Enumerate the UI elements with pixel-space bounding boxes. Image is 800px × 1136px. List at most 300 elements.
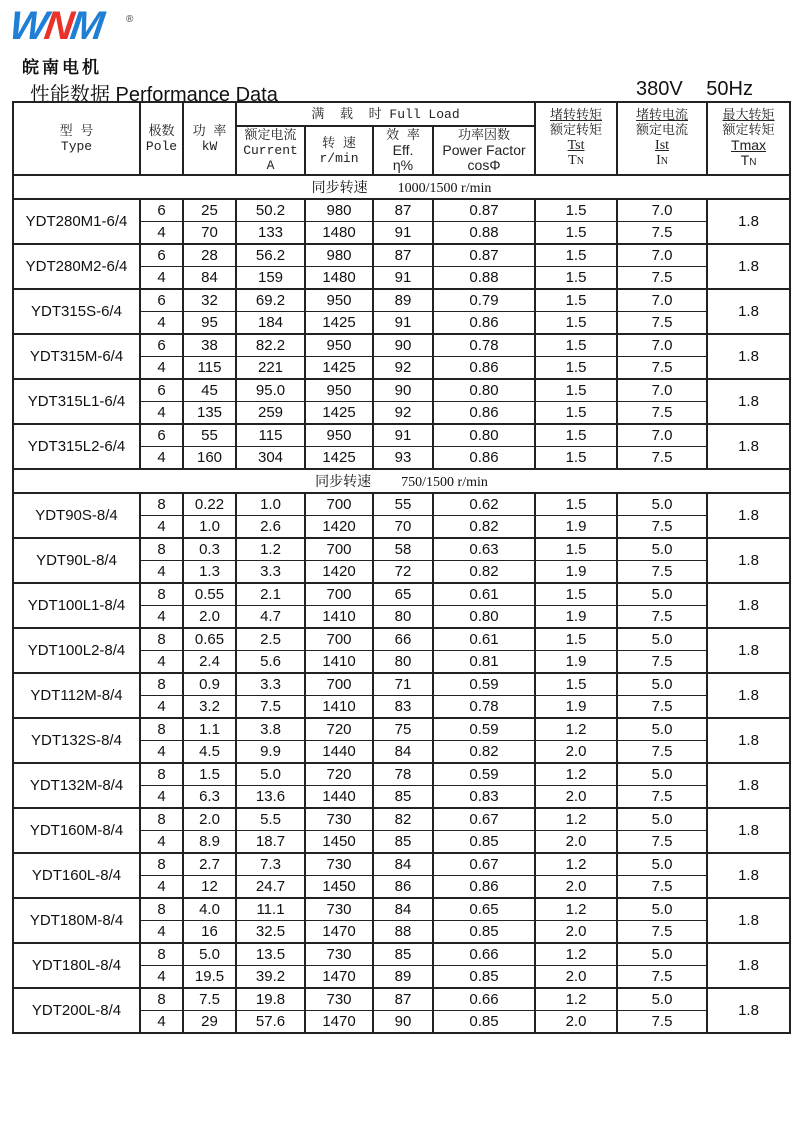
section-header-row — [13, 175, 790, 199]
header-locked-rotor-current: 堵转电流 额定电流 Ist IN — [617, 102, 707, 175]
cell-kw: 4.5 — [183, 741, 236, 764]
cell-pole: 8 — [140, 988, 183, 1011]
cell-pf: 0.81 — [433, 651, 535, 674]
logo-letter-w: W — [6, 4, 48, 48]
cell-type: YDT160M-8/4 — [13, 808, 140, 853]
cell-tmax: 1.8 — [707, 673, 790, 718]
voltage-label: 380V — [636, 78, 683, 100]
cell-speed: 730 — [305, 853, 373, 876]
cell-current: 304 — [236, 447, 305, 470]
cell-tst: 1.2 — [535, 943, 617, 966]
cell-tst: 2.0 — [535, 786, 617, 809]
cell-pole: 6 — [140, 289, 183, 312]
cell-tmax: 1.8 — [707, 379, 790, 424]
cell-ist: 5.0 — [617, 583, 707, 606]
cell-ist: 7.5 — [617, 1011, 707, 1034]
table-header — [13, 102, 790, 175]
cell-kw: 2.0 — [183, 808, 236, 831]
cell-current: 56.2 — [236, 244, 305, 267]
cell-tst: 1.5 — [535, 583, 617, 606]
header-current: 额定电流 Current A — [236, 126, 305, 175]
cell-current: 2.6 — [236, 516, 305, 539]
cell-eff: 72 — [373, 561, 433, 584]
cell-eff: 91 — [373, 312, 433, 335]
cell-speed: 730 — [305, 808, 373, 831]
table-row — [13, 334, 790, 357]
cell-pole: 6 — [140, 334, 183, 357]
cell-tst: 1.5 — [535, 402, 617, 425]
cell-eff: 80 — [373, 606, 433, 629]
cell-current: 13.6 — [236, 786, 305, 809]
cell-speed: 700 — [305, 583, 373, 606]
cell-pf: 0.86 — [433, 312, 535, 335]
cell-tmax: 1.8 — [707, 808, 790, 853]
cell-pf: 0.61 — [433, 583, 535, 606]
cell-ist: 7.5 — [617, 696, 707, 719]
cell-tst: 1.9 — [535, 696, 617, 719]
cell-eff: 91 — [373, 267, 433, 290]
cell-eff: 90 — [373, 334, 433, 357]
cell-kw: 95 — [183, 312, 236, 335]
cell-tst: 1.5 — [535, 424, 617, 447]
cell-tst: 1.2 — [535, 853, 617, 876]
cell-pf: 0.59 — [433, 763, 535, 786]
header-locked-rotor-torque: 堵转转矩 额定转矩 Tst TN — [535, 102, 617, 175]
cell-ist: 7.5 — [617, 786, 707, 809]
cell-speed: 1450 — [305, 876, 373, 899]
cell-current: 7.5 — [236, 696, 305, 719]
cell-pf: 0.78 — [433, 334, 535, 357]
table-body — [13, 175, 790, 1033]
cell-current: 3.3 — [236, 673, 305, 696]
cell-eff: 89 — [373, 966, 433, 989]
cell-pf: 0.59 — [433, 718, 535, 741]
cell-type: YDT100L1-8/4 — [13, 583, 140, 628]
cell-kw: 38 — [183, 334, 236, 357]
registered-trademark-icon: ® — [126, 14, 134, 25]
cell-current: 39.2 — [236, 966, 305, 989]
cell-current: 69.2 — [236, 289, 305, 312]
cell-type: YDT132M-8/4 — [13, 763, 140, 808]
cell-eff: 93 — [373, 447, 433, 470]
cell-tst: 1.2 — [535, 763, 617, 786]
cell-current: 3.3 — [236, 561, 305, 584]
cell-type: YDT315L1-6/4 — [13, 379, 140, 424]
cell-ist: 7.0 — [617, 334, 707, 357]
cell-eff: 90 — [373, 379, 433, 402]
cell-type: YDT280M2-6/4 — [13, 244, 140, 289]
cell-eff: 89 — [373, 289, 433, 312]
cell-current: 9.9 — [236, 741, 305, 764]
table-row — [13, 718, 790, 741]
cell-ist: 7.5 — [617, 267, 707, 290]
cell-current: 2.5 — [236, 628, 305, 651]
cell-current: 2.1 — [236, 583, 305, 606]
cell-eff: 71 — [373, 673, 433, 696]
cell-tst: 1.2 — [535, 898, 617, 921]
table-row — [13, 898, 790, 921]
cell-speed: 1450 — [305, 831, 373, 854]
cell-speed: 720 — [305, 763, 373, 786]
cell-current: 184 — [236, 312, 305, 335]
cell-kw: 12 — [183, 876, 236, 899]
cell-eff: 84 — [373, 741, 433, 764]
cell-speed: 1480 — [305, 222, 373, 245]
logo-letter-m: M — [67, 4, 105, 48]
section-header-row — [13, 469, 790, 493]
cell-kw: 84 — [183, 267, 236, 290]
cell-current: 1.0 — [236, 493, 305, 516]
cell-pf: 0.86 — [433, 357, 535, 380]
cell-current: 5.5 — [236, 808, 305, 831]
cell-ist: 7.0 — [617, 379, 707, 402]
cell-pf: 0.61 — [433, 628, 535, 651]
cell-kw: 5.0 — [183, 943, 236, 966]
cell-tmax: 1.8 — [707, 334, 790, 379]
cell-current: 32.5 — [236, 921, 305, 944]
cell-pole: 4 — [140, 267, 183, 290]
cell-tst: 1.9 — [535, 516, 617, 539]
cell-tst: 1.5 — [535, 493, 617, 516]
cell-eff: 78 — [373, 763, 433, 786]
cell-ist: 7.5 — [617, 516, 707, 539]
cell-eff: 55 — [373, 493, 433, 516]
cell-ist: 7.0 — [617, 424, 707, 447]
cell-eff: 85 — [373, 943, 433, 966]
cell-pf: 0.80 — [433, 379, 535, 402]
cell-pole: 4 — [140, 921, 183, 944]
header-pole: 极数 Pole — [140, 102, 183, 175]
table-row — [13, 943, 790, 966]
table-row — [13, 493, 790, 516]
cell-ist: 5.0 — [617, 943, 707, 966]
cell-tst: 1.2 — [535, 808, 617, 831]
cell-pf: 0.88 — [433, 267, 535, 290]
cell-tst: 2.0 — [535, 741, 617, 764]
header-power: 功 率 kW — [183, 102, 236, 175]
cell-speed: 1410 — [305, 606, 373, 629]
cell-pole: 4 — [140, 831, 183, 854]
cell-pole: 6 — [140, 379, 183, 402]
cell-pole: 8 — [140, 493, 183, 516]
cell-tst: 2.0 — [535, 831, 617, 854]
cell-pf: 0.62 — [433, 493, 535, 516]
sync-speed-cn: 同步转速 — [315, 475, 372, 490]
cell-tst: 1.5 — [535, 357, 617, 380]
cell-tst: 1.5 — [535, 222, 617, 245]
cell-ist: 7.0 — [617, 199, 707, 222]
cell-ist: 7.0 — [617, 244, 707, 267]
header-power-factor: 功率因数 Power Factor cosΦ — [433, 126, 535, 175]
cell-pf: 0.80 — [433, 606, 535, 629]
cell-ist: 7.5 — [617, 831, 707, 854]
table-row — [13, 289, 790, 312]
cell-tst: 1.5 — [535, 673, 617, 696]
cell-tmax: 1.8 — [707, 943, 790, 988]
cell-speed: 1410 — [305, 696, 373, 719]
cell-tmax: 1.8 — [707, 583, 790, 628]
table-row — [13, 538, 790, 561]
cell-type: YDT315S-6/4 — [13, 289, 140, 334]
cell-kw: 0.22 — [183, 493, 236, 516]
cell-current: 159 — [236, 267, 305, 290]
cell-kw: 1.0 — [183, 516, 236, 539]
logo-wordmark — [7, 6, 104, 46]
cell-kw: 16 — [183, 921, 236, 944]
cell-pf: 0.83 — [433, 786, 535, 809]
cell-current: 4.7 — [236, 606, 305, 629]
cell-pf: 0.85 — [433, 966, 535, 989]
header-type: 型 号 Type — [13, 102, 140, 175]
sync-speed-value: 750/1500 r/min — [401, 475, 488, 490]
cell-kw: 4.0 — [183, 898, 236, 921]
company-name-cn: 皖南电机 — [22, 58, 102, 78]
cell-current: 24.7 — [236, 876, 305, 899]
cell-pole: 8 — [140, 583, 183, 606]
cell-ist: 5.0 — [617, 628, 707, 651]
cell-speed: 1410 — [305, 651, 373, 674]
cell-pole: 8 — [140, 808, 183, 831]
cell-tmax: 1.8 — [707, 289, 790, 334]
cell-pf: 0.85 — [433, 921, 535, 944]
cell-current: 82.2 — [236, 334, 305, 357]
cell-kw: 2.4 — [183, 651, 236, 674]
cell-eff: 87 — [373, 988, 433, 1011]
cell-speed: 720 — [305, 718, 373, 741]
cell-ist: 7.5 — [617, 357, 707, 380]
cell-speed: 730 — [305, 988, 373, 1011]
cell-current: 1.2 — [236, 538, 305, 561]
cell-tst: 1.9 — [535, 561, 617, 584]
cell-type: YDT180L-8/4 — [13, 943, 140, 988]
cell-current: 259 — [236, 402, 305, 425]
cell-eff: 91 — [373, 424, 433, 447]
cell-pole: 4 — [140, 402, 183, 425]
table-row — [13, 628, 790, 651]
cell-current: 18.7 — [236, 831, 305, 854]
cell-kw: 0.3 — [183, 538, 236, 561]
cell-pole: 4 — [140, 516, 183, 539]
cell-kw: 0.55 — [183, 583, 236, 606]
cell-pole: 4 — [140, 312, 183, 335]
cell-pf: 0.88 — [433, 222, 535, 245]
table-row — [13, 583, 790, 606]
cell-tst: 1.5 — [535, 538, 617, 561]
cell-eff: 58 — [373, 538, 433, 561]
cell-ist: 5.0 — [617, 763, 707, 786]
cell-pf: 0.59 — [433, 673, 535, 696]
cell-eff: 75 — [373, 718, 433, 741]
cell-pole: 8 — [140, 673, 183, 696]
cell-pf: 0.65 — [433, 898, 535, 921]
cell-ist: 7.5 — [617, 222, 707, 245]
cell-eff: 87 — [373, 244, 433, 267]
cell-speed: 1425 — [305, 402, 373, 425]
cell-pole: 4 — [140, 741, 183, 764]
cell-kw: 8.9 — [183, 831, 236, 854]
cell-kw: 1.3 — [183, 561, 236, 584]
cell-pole: 8 — [140, 763, 183, 786]
cell-kw: 115 — [183, 357, 236, 380]
frequency-label: 50Hz — [706, 78, 753, 100]
cell-ist: 5.0 — [617, 673, 707, 696]
cell-speed: 1440 — [305, 741, 373, 764]
cell-eff: 86 — [373, 876, 433, 899]
cell-pf: 0.85 — [433, 831, 535, 854]
cell-speed: 1420 — [305, 516, 373, 539]
cell-kw: 1.1 — [183, 718, 236, 741]
cell-current: 133 — [236, 222, 305, 245]
cell-tst: 1.5 — [535, 628, 617, 651]
header-speed: 转 速 r/min — [305, 126, 373, 175]
cell-current: 57.6 — [236, 1011, 305, 1034]
cell-type: YDT315L2-6/4 — [13, 424, 140, 469]
cell-type: YDT200L-8/4 — [13, 988, 140, 1033]
cell-tst: 2.0 — [535, 921, 617, 944]
cell-kw: 6.3 — [183, 786, 236, 809]
cell-pf: 0.87 — [433, 244, 535, 267]
cell-pf: 0.82 — [433, 561, 535, 584]
cell-kw: 28 — [183, 244, 236, 267]
company-logo — [6, 4, 134, 78]
cell-ist: 5.0 — [617, 538, 707, 561]
cell-tst: 1.5 — [535, 312, 617, 335]
cell-pf: 0.85 — [433, 1011, 535, 1034]
sync-speed-value: 1000/1500 r/min — [397, 181, 492, 196]
cell-tmax: 1.8 — [707, 199, 790, 244]
cell-eff: 92 — [373, 357, 433, 380]
cell-eff: 66 — [373, 628, 433, 651]
cell-type: YDT180M-8/4 — [13, 898, 140, 943]
cell-speed: 1470 — [305, 921, 373, 944]
page-title: 性能数据 Performance Data — [30, 84, 278, 106]
cell-pf: 0.82 — [433, 741, 535, 764]
cell-type: YDT280M1-6/4 — [13, 199, 140, 244]
table-row — [13, 199, 790, 222]
cell-eff: 84 — [373, 898, 433, 921]
header-efficiency: 效 率 Eff. η% — [373, 126, 433, 175]
cell-eff: 80 — [373, 651, 433, 674]
cell-tmax: 1.8 — [707, 244, 790, 289]
cell-kw: 55 — [183, 424, 236, 447]
table-row — [13, 424, 790, 447]
cell-eff: 65 — [373, 583, 433, 606]
cell-kw: 0.65 — [183, 628, 236, 651]
cell-kw: 7.5 — [183, 988, 236, 1011]
cell-ist: 7.5 — [617, 876, 707, 899]
sync-speed-cn: 同步转速 — [311, 181, 368, 196]
cell-pole: 4 — [140, 447, 183, 470]
cell-tst: 1.5 — [535, 334, 617, 357]
cell-speed: 1425 — [305, 447, 373, 470]
cell-tst: 1.5 — [535, 244, 617, 267]
cell-current: 19.8 — [236, 988, 305, 1011]
cell-tmax: 1.8 — [707, 898, 790, 943]
cell-ist: 5.0 — [617, 493, 707, 516]
cell-tst: 1.5 — [535, 267, 617, 290]
cell-current: 50.2 — [236, 199, 305, 222]
cell-current: 13.5 — [236, 943, 305, 966]
cell-tst: 2.0 — [535, 1011, 617, 1034]
cell-eff: 90 — [373, 1011, 433, 1034]
cell-speed: 980 — [305, 199, 373, 222]
table-row — [13, 673, 790, 696]
cell-pf: 0.82 — [433, 516, 535, 539]
cell-kw: 3.2 — [183, 696, 236, 719]
cell-ist: 5.0 — [617, 808, 707, 831]
cell-tst: 1.5 — [535, 289, 617, 312]
cell-tmax: 1.8 — [707, 628, 790, 673]
cell-speed: 950 — [305, 379, 373, 402]
cell-pole: 8 — [140, 853, 183, 876]
cell-speed: 730 — [305, 943, 373, 966]
cell-kw: 19.5 — [183, 966, 236, 989]
cell-speed: 700 — [305, 493, 373, 516]
header-max-torque: 最大转矩 额定转矩 Tmax TN — [707, 102, 790, 175]
cell-pf: 0.80 — [433, 424, 535, 447]
cell-eff: 84 — [373, 853, 433, 876]
cell-speed: 700 — [305, 538, 373, 561]
cell-pole: 4 — [140, 651, 183, 674]
cell-pole: 8 — [140, 718, 183, 741]
cell-tst: 1.5 — [535, 199, 617, 222]
cell-tst: 1.9 — [535, 606, 617, 629]
table-row — [13, 808, 790, 831]
cell-speed: 700 — [305, 628, 373, 651]
power-spec — [636, 78, 753, 101]
cell-pf: 0.63 — [433, 538, 535, 561]
cell-ist: 5.0 — [617, 898, 707, 921]
cell-tmax: 1.8 — [707, 424, 790, 469]
cell-ist: 7.5 — [617, 651, 707, 674]
cell-speed: 1470 — [305, 966, 373, 989]
table-row — [13, 988, 790, 1011]
cell-kw: 1.5 — [183, 763, 236, 786]
cell-pole: 8 — [140, 898, 183, 921]
cell-current: 95.0 — [236, 379, 305, 402]
cell-ist: 7.5 — [617, 606, 707, 629]
table-row — [13, 244, 790, 267]
cell-kw: 2.0 — [183, 606, 236, 629]
cell-ist: 7.5 — [617, 402, 707, 425]
cell-pole: 6 — [140, 424, 183, 447]
cell-pole: 4 — [140, 966, 183, 989]
cell-kw: 45 — [183, 379, 236, 402]
cell-pole: 8 — [140, 538, 183, 561]
cell-tst: 2.0 — [535, 966, 617, 989]
cell-speed: 1425 — [305, 357, 373, 380]
cell-pole: 4 — [140, 357, 183, 380]
cell-eff: 88 — [373, 921, 433, 944]
cell-current: 115 — [236, 424, 305, 447]
cell-ist: 7.5 — [617, 447, 707, 470]
cell-pf: 0.86 — [433, 402, 535, 425]
cell-ist: 5.0 — [617, 718, 707, 741]
cell-type: YDT100L2-8/4 — [13, 628, 140, 673]
cell-speed: 980 — [305, 244, 373, 267]
cell-pole: 4 — [140, 696, 183, 719]
cell-type: YDT160L-8/4 — [13, 853, 140, 898]
cell-eff: 83 — [373, 696, 433, 719]
cell-kw: 2.7 — [183, 853, 236, 876]
cell-eff: 70 — [373, 516, 433, 539]
cell-pf: 0.86 — [433, 876, 535, 899]
cell-tst: 1.5 — [535, 379, 617, 402]
cell-kw: 25 — [183, 199, 236, 222]
cell-ist: 7.5 — [617, 966, 707, 989]
cell-tst: 1.5 — [535, 447, 617, 470]
cell-kw: 70 — [183, 222, 236, 245]
